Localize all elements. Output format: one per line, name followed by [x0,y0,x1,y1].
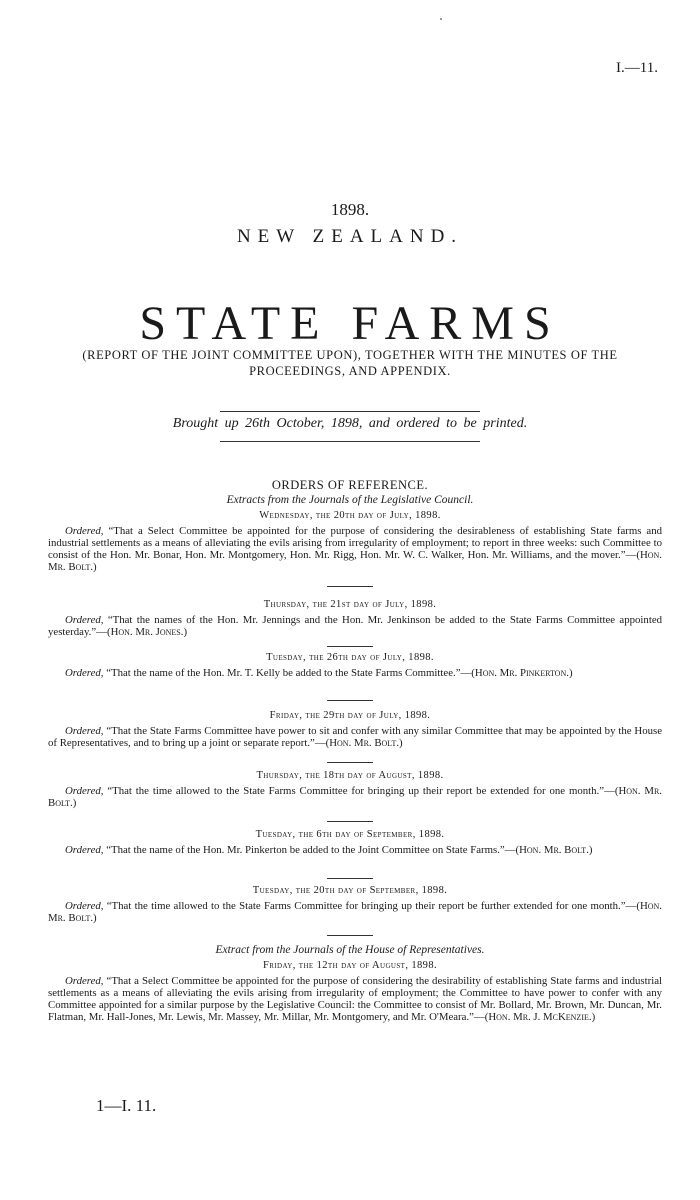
order-paragraph [48,900,662,924]
order-paragraph [48,614,662,638]
entry-divider [327,935,373,936]
house-extract-heading: Extract from the Journals of the House of Representatives. [215,944,485,956]
page-reference: I.—11. [616,60,658,76]
print-mark [440,18,442,20]
entry-divider [327,878,373,879]
entry-date: Tuesday, the 6th day of September, 1898. [255,829,445,840]
ordered-label: Ordered, [65,844,104,856]
entry-date: Wednesday, the 20th day of July, 1898. [259,510,441,521]
entry-divider [327,646,373,647]
entry-divider [327,586,373,587]
ordered-label: Ordered, [65,975,104,987]
document-country: NEW ZEALAND. [236,226,464,247]
entry-divider [327,821,373,822]
ordered-label: Ordered, [65,667,104,679]
order-paragraph [48,667,662,679]
order-mover: —(Hon. Mr. Bolt.) [48,785,662,809]
entry-divider [327,700,373,701]
order-text: “That a Select Committee be appointed for the purpose of considering the desirableness of establishing State farms and industrial settlements as a means of alleviating the evils arising from irregularity of employment; to report in three weeks: such Committee to consist of the Hon. Mr. Bonar, Hon. Mr. Montgomery, Hon. Mr. Rigg, Hon. Mr. W. C. Walker, Hon. Mr. Williams, and the mover.” [48,525,662,561]
entry-date: Friday, the 12th day of August, 1898. [262,960,438,971]
ordered-label: Ordered, [65,725,104,737]
order-text: “That the time allowed to the State Farms Committee for bringing up their report be further extended for one month.” [106,900,626,912]
order-mover: —(Hon. Mr. Bolt.) [48,549,662,573]
order-mover: —(Hon. Mr. Bolt.) [504,844,593,856]
brought-up-divider [220,441,480,442]
entry-divider [327,762,373,763]
order-mover: —(Hon. Mr. Bolt.) [48,900,662,924]
ordered-label: Ordered, [65,525,104,537]
order-paragraph [48,725,662,749]
order-text: “That the time allowed to the State Farms Committee for bringing up their report be extended for one month.” [107,785,605,797]
order-paragraph [48,525,662,573]
ordered-label: Ordered, [65,900,104,912]
ordered-label: Ordered, [65,614,104,626]
ordered-label: Ordered, [65,785,104,797]
entry-date: Tuesday, the 20th day of September, 1898. [252,885,448,896]
order-text: “That the name of the Hon. Mr. Pinkerton be added to the Joint Committee on State Farms.” [106,844,505,856]
printer-signature: 1—I. 11. [96,1096,157,1115]
order-text: “That the name of the Hon. Mr. T. Kelly be added to the State Farms Committee.” [106,667,461,679]
order-mover: —(Hon. Mr. J. McKenzie.) [473,1011,596,1023]
order-text: “That a Select Committee be appointed for the purpose of considering the desirability of establishing State farms and industrial settlements as a means of alleviating the evils arising from irregularity of employment; the Committee to have power to confer with any Committee appointed for a similar purpose by the Legislative Council: the Committee to consist of Mr. Bollard, Mr. Brown, Mr. Duncan, Mr. Flatman, Mr. Hall-Jones, Mr. Lewis, Mr. Massey, Mr. Millar, Mr. Montgomery, and Mr. O'Meara.” [48,975,663,1023]
entry-date: Thursday, the 18th day of August, 1898. [256,770,444,781]
orders-heading: ORDERS OF REFERENCE. [271,478,429,492]
order-paragraph [48,844,662,856]
order-text: “That the names of the Hon. Mr. Jennings and the Hon. Mr. Jenkinson be added to the State Farms Committee appointed yesterday.” [48,614,663,638]
order-paragraph [48,975,662,1023]
order-mover: —(Hon. Mr. Bolt.) [314,737,403,749]
document-year: 1898. [330,200,370,219]
brought-up-notice: Brought up 26th October, 1898, and ordered to be printed. [172,416,528,431]
order-mover: —(Hon. Mr. Pinkerton.) [460,667,573,679]
document-title: STATE FARMS [139,297,561,350]
order-text: “That the State Farms Committee have power to sit and confer with any similar Committee that may be appointed by the House of Representatives, and to bring up a joint or separate report.” [48,725,662,749]
title-divider [220,411,480,412]
council-extract-heading: Extracts from the Journals of the Legislative Council. [226,494,474,506]
document-subtitle: (REPORT OF THE JOINT COMMITTEE UPON), TOGETHER WITH THE MINUTES OF THE PROCEEDINGS, AND APPENDIX. [82,348,618,378]
order-paragraph [48,785,662,809]
entry-date: Friday, the 29th day of July, 1898. [269,710,431,721]
order-mover: —(Hon. Mr. Jones.) [96,626,188,638]
entry-date: Thursday, the 21st day of July, 1898. [263,599,437,610]
entry-date: Tuesday, the 26th day of July, 1898. [266,652,434,663]
